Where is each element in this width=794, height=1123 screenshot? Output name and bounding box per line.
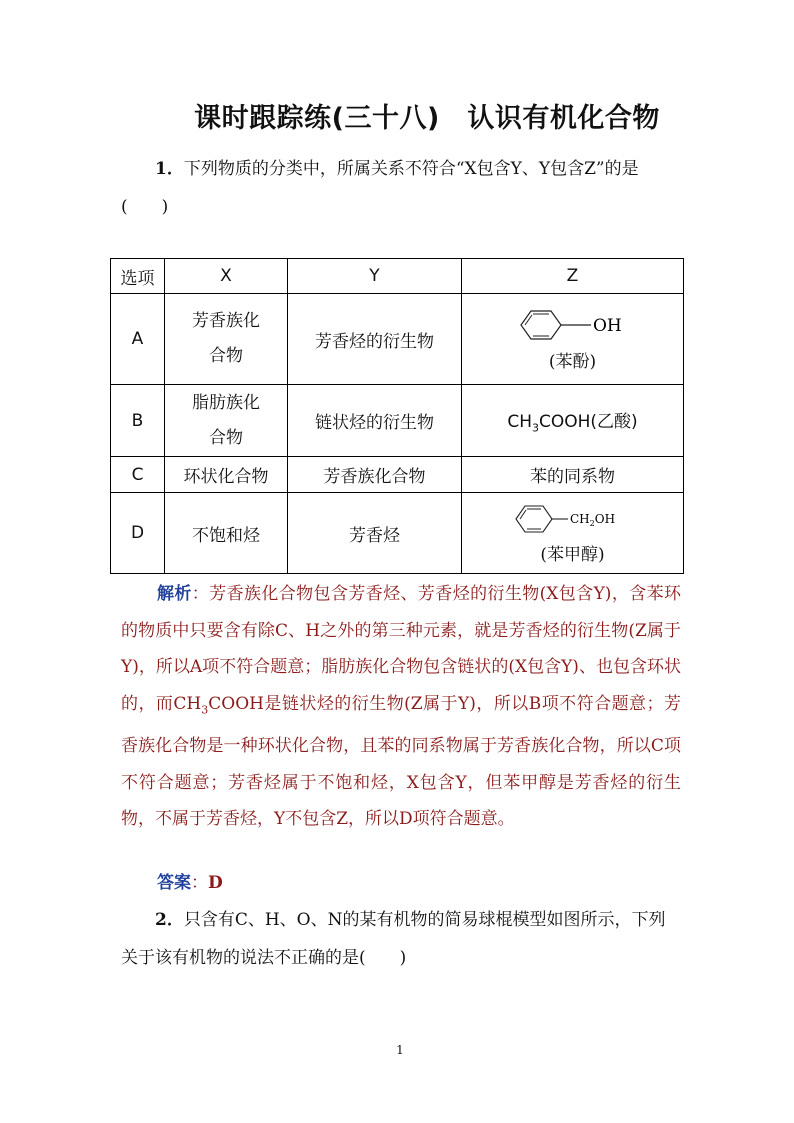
cell-y: 芳香烃的衍生物 <box>288 294 462 385</box>
hydroxyl-label: OH <box>592 315 622 336</box>
cell-y: 链状烃的衍生物 <box>288 385 462 457</box>
formula-part: COOH(乙酸) <box>538 411 638 432</box>
benzyl-alcohol-structure-icon <box>508 502 638 536</box>
cell-x <box>165 385 288 457</box>
cell-z <box>462 385 684 457</box>
analysis-text: ：芳香族化合物包含芳香烃、芳香烃的衍生物(X包含Y)，含苯环的物质中只要含有除C、H之外的第三种元素，就是芳香烃的衍生物(Z属于Y)，所以A项不符合题意；脂肪族化合物包含链状的(X包含Y)、也包含环状的，而CH <box>121 584 682 714</box>
header-z: Z <box>462 259 684 294</box>
z-caption: (苯酚) <box>548 351 597 372</box>
analysis-label: 解析 <box>157 584 192 604</box>
cell-x-line: 合物 <box>209 346 243 366</box>
cell-y: 芳香族化合物 <box>288 457 462 493</box>
page-title: 课时跟踪练(三十八) 认识有机化合物 <box>194 103 660 134</box>
z-caption: (苯甲醇) <box>540 544 605 565</box>
cell-x-line: 合物 <box>209 427 243 448</box>
header-option: 选项 <box>111 259 165 294</box>
table-row <box>111 294 684 385</box>
cell-z <box>462 294 684 385</box>
cell-y: 芳香烃 <box>288 493 462 574</box>
question-2 <box>121 901 681 977</box>
cell-z <box>462 493 684 574</box>
question-1 <box>121 150 681 226</box>
answer-line <box>157 868 223 893</box>
formula-subscript: 3 <box>531 421 539 435</box>
cell-x-line: 芳香族化 <box>192 311 260 331</box>
answer-value: D <box>208 873 223 893</box>
phenol-structure-icon <box>513 307 633 343</box>
table-row <box>111 457 684 493</box>
option-label: D <box>111 493 165 574</box>
table-row <box>111 385 684 457</box>
answer-colon: ： <box>191 873 208 893</box>
page-number: 1 <box>396 1043 404 1057</box>
answer-label: 答案 <box>157 873 191 893</box>
cell-x: 不饱和烃 <box>165 493 288 574</box>
ch2oh-label: $CH_2OH$ <box>569 511 615 528</box>
option-label: A <box>111 294 165 385</box>
formula-part: CH <box>507 411 532 432</box>
header-x: X <box>165 259 288 294</box>
options-table <box>110 258 684 574</box>
cell-x-line: 脂肪族化 <box>192 392 260 413</box>
analysis-paragraph <box>121 576 681 838</box>
header-y: Y <box>288 259 462 294</box>
question-number: 2． <box>155 910 184 930</box>
cell-x: 环状化合物 <box>165 457 288 493</box>
option-label: C <box>111 457 165 493</box>
question-stem: 下列物质的分类中，所属关系不符合“X包含Y、Y包含Z”的是( ) <box>121 159 639 217</box>
table-header-row <box>111 259 684 294</box>
cell-z: 苯的同系物 <box>462 457 684 493</box>
cell-x <box>165 294 288 385</box>
analysis-text: COOH是链状烃的衍生物(Z属于Y)，所以B项不符合题意；芳香族化合物是一种环状化合物，且苯的同系物属于芳香族化合物，所以C项不符合题意；芳香烃属于不饱和烃，X包含Y，但苯甲醇是芳香烃的衍生物，不属于芳香烃，Y不包含Z，所以D项符合题意。 <box>121 693 681 830</box>
table-row <box>111 493 684 574</box>
option-label: B <box>111 385 165 457</box>
analysis-subscript: 3 <box>201 702 209 716</box>
question-number: 1． <box>155 159 184 179</box>
question-stem: 只含有C、H、O、N的某有机物的简易球棍模型如图所示，下列关于该有机物的说法不正确的是( ) <box>121 910 666 968</box>
